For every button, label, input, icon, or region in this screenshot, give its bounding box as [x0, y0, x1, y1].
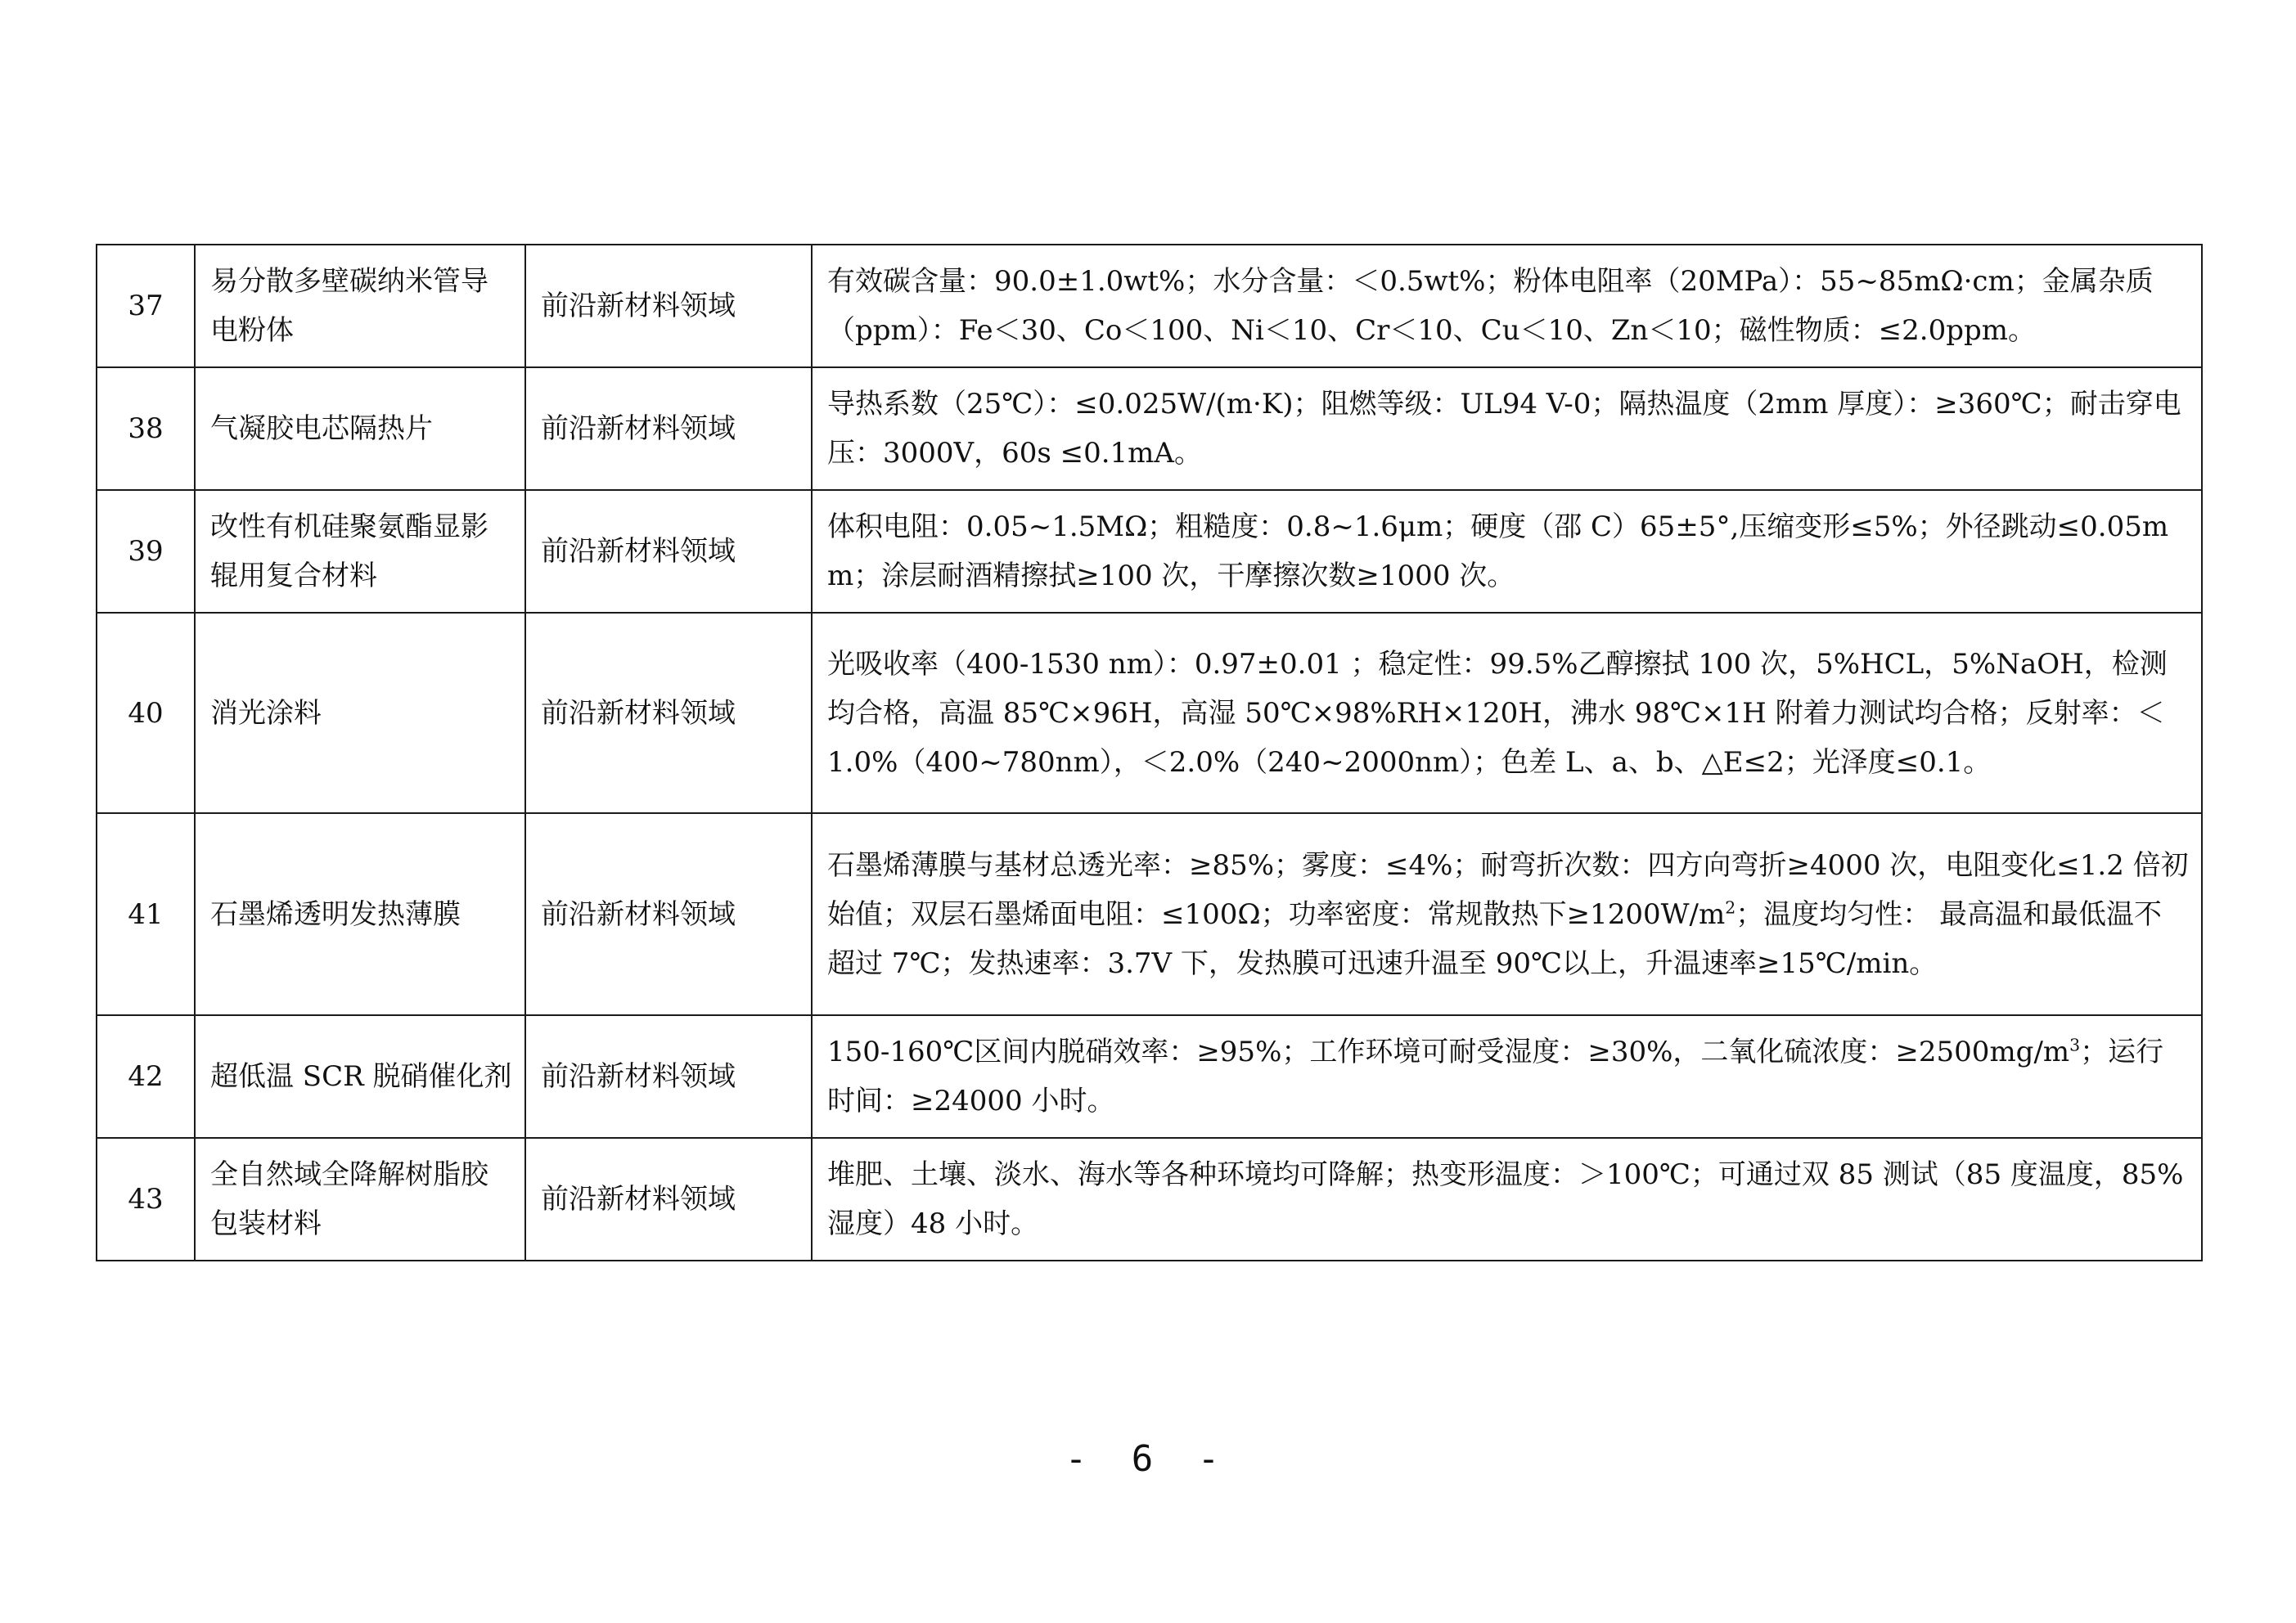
- product-name: 消光涂料: [195, 613, 525, 813]
- technical-parameters: 有效碳含量：90.0±1.0wt%；水分含量：＜0.5wt%；粉体电阻率（20MPa）：55~85mΩ·cm；金属杂质（ppm）：Fe＜30、Co＜100、Ni＜10、Cr＜10、Cu＜10、Zn＜10；磁性物质：≤2.0ppm。: [812, 245, 2202, 367]
- table-row: [97, 813, 2202, 1015]
- table-row: [97, 613, 2202, 813]
- row-number: 43: [97, 1138, 195, 1261]
- superscript: 3: [2069, 1035, 2081, 1055]
- table-row: [97, 367, 2202, 490]
- row-number: 41: [97, 813, 195, 1015]
- technical-parameters: 堆肥、土壤、淡水、海水等各种环境均可降解；热变形温度：＞100℃；可通过双 85 测试（85 度温度，85%湿度）48 小时。: [812, 1138, 2202, 1261]
- table-row: [97, 490, 2202, 613]
- row-number: 39: [97, 490, 195, 613]
- row-number: 40: [97, 613, 195, 813]
- technical-parameters: 体积电阻：0.05~1.5MΩ；粗糙度：0.8~1.6μm；硬度（邵 C）65±5°,压缩变形≤5%；外径跳动≤0.05mm；涂层耐酒精擦拭≥100 次，干摩擦次数≥1000 次。: [812, 490, 2202, 613]
- superscript: 2: [1725, 897, 1736, 918]
- product-name: 易分散多壁碳纳米管导电粉体: [195, 245, 525, 367]
- technical-parameters: [812, 813, 2202, 1015]
- table-row: [97, 1015, 2202, 1138]
- product-name: 石墨烯透明发热薄膜: [195, 813, 525, 1015]
- param-text: ；运行时间：≥24000 小时。: [827, 1036, 2164, 1117]
- param-text: ；温度均匀性： 最高温和最低温不超过 7℃；发热速率：3.7V 下，发热膜可迅速升温至 90℃以上，升温速率≥15℃/min。: [827, 897, 2163, 980]
- product-name: 全自然域全降解树脂胶包装材料: [195, 1138, 525, 1261]
- field-name: 前沿新材料领域: [525, 613, 812, 813]
- product-name: 改性有机硅聚氨酯显影辊用复合材料: [195, 490, 525, 613]
- field-name: 前沿新材料领域: [525, 490, 812, 613]
- product-name: 超低温 SCR 脱硝催化剂: [195, 1015, 525, 1138]
- technical-parameters: [812, 1015, 2202, 1138]
- row-number: 37: [97, 245, 195, 367]
- field-name: 前沿新材料领域: [525, 1138, 812, 1261]
- technical-parameters: 光吸收率（400-1530 nm）：0.97±0.01 ；稳定性：99.5%乙醇擦拭 100 次，5%HCL，5%NaOH，检测均合格，高温 85℃×96H，高湿 50℃×98%RH×120H，沸水 98℃×1H 附着力测试均合格；反射率：＜1.0%（400~780nm），＜2.0%（240~2000nm）；色差 L、a、b、△E≤2；光泽度≤0.1。: [812, 613, 2202, 813]
- technical-parameters: 导热系数（25℃）：≤0.025W/(m·K)；阻燃等级：UL94 V-0；隔热温度（2mm 厚度）：≥360℃；耐击穿电压：3000V，60s ≤0.1mA。: [812, 367, 2202, 490]
- technology-table: [96, 244, 2203, 1261]
- param-text: 石墨烯薄膜与基材总透光率：≥85%；雾度：≤4%；耐弯折次数：四方向弯折≥4000 次，电阻变化≤1.2 倍初始值；双层石墨烯面电阻：≤100Ω；功率密度：常规散热下≥1200W/m: [827, 848, 2189, 931]
- page-number: - 6 -: [1065, 1438, 1231, 1480]
- table-row: [97, 245, 2202, 367]
- row-number: 38: [97, 367, 195, 490]
- field-name: 前沿新材料领域: [525, 1015, 812, 1138]
- row-number: 42: [97, 1015, 195, 1138]
- field-name: 前沿新材料领域: [525, 245, 812, 367]
- field-name: 前沿新材料领域: [525, 367, 812, 490]
- param-text: 150-160℃区间内脱硝效率：≥95%；工作环境可耐受湿度：≥30%，二氧化硫浓度：≥2500mg/m: [827, 1036, 2070, 1068]
- field-name: 前沿新材料领域: [525, 813, 812, 1015]
- product-name: 气凝胶电芯隔热片: [195, 367, 525, 490]
- table-row: [97, 1138, 2202, 1261]
